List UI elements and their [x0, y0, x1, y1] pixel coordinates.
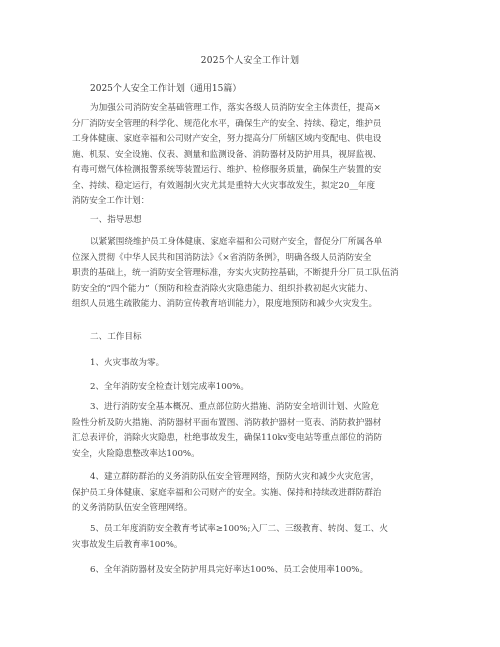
section-heading-guiding-ideology: 一、指导思想 — [90, 215, 142, 225]
goal3-line: 汇总表评价，消除火灾隐患，杜绝事故发生，确保110kv变电站等重点部位的消防 — [72, 433, 383, 443]
intro-line: 为加强公司消防安全基础管理工作，落实各级人员消防安全主体责任，提高× — [90, 103, 381, 113]
goal3-line: 3、进行消防安全基本概况、重点部位防火措施、消防安全培训计划、火险危 — [90, 402, 380, 412]
section1-line: 以紧紧围绕维护员工身体健康、家庭幸福和公司财产安全，督促分厂所属各单 — [90, 237, 383, 247]
goal5-line: 5、员工年度消防安全教育考试率≥100%;入厂二、三级教育、转岗、复工、火 — [90, 524, 388, 534]
goal-item-5 — [72, 522, 428, 553]
intro-paragraph — [72, 101, 428, 210]
goal-item-6: 6、全年消防器材及安全防护用具完好率达100%、员工会使用率100%。 — [90, 565, 369, 575]
goal4-line: 4、建立群防群治的义务消防队伍安全管理网络，预防火灾和减少火灾危害， — [90, 472, 380, 482]
goal3-line: 险性分析及防火措施、消防器材平面布置图、消防救护器材一览表、消防救护器材 — [72, 417, 382, 428]
goal-item-2: 2、全年消防安全检查计划完成率100%。 — [90, 382, 249, 392]
section1-line: 组织人员逃生疏散能力、消防宣传教育培训能力），限度地预防和减少火灾发生。 — [72, 299, 378, 309]
goal4-line: 的义务消防队伍安全管理网络。 — [72, 503, 193, 513]
section-heading-work-goals: 二、工作目标 — [90, 332, 142, 342]
guiding-ideology-paragraph — [72, 235, 428, 313]
intro-line: 全、持续、稳定运行，有效遏制火灾尤其是重特大火灾事故发生，拟定20__年度 — [72, 180, 376, 191]
goal-item-3 — [72, 400, 428, 462]
goal-item-1: 1、火灾事故为零。 — [90, 358, 165, 368]
intro-line: 消防安全工作计划： — [72, 196, 150, 206]
intro-line: 有毒可燃气体检测报警系统等装置运行、维护、检修服务质量，确保生产装置的安 — [72, 165, 382, 175]
intro-line: 施、机泵、安全设施、仪表、测量和监测设备、消防器材及防护用具，视屏监视、 — [72, 149, 382, 160]
intro-line: 分厂消防安全管理的科学化、规范化水平，确保生产的安全、持续、稳定，维护员 — [72, 118, 382, 129]
document-subtitle: 2025个人安全工作计划（通用15篇） — [90, 84, 242, 94]
goal5-line: 灾事故发生后教育率100%。 — [72, 539, 183, 550]
section1-line: 位深入贯彻《中华人民共和国消防法》《×省消防条例》，明确各级人员消防安全 — [72, 252, 372, 263]
goal3-line: 安全，火险隐患整改率达100%。 — [72, 448, 200, 459]
section1-line: 防安全的“四个能力”（预防和检查消除火灾隐患能力、组织扑救初起火灾能力、 — [72, 283, 373, 294]
goal4-line: 保护员工身体健康、家庭幸福和公司财产的安全。实施、保持和持续改进群防群治 — [72, 487, 382, 498]
document-title: 2025个人安全工作计划 — [200, 56, 300, 66]
goal-item-4 — [72, 470, 428, 517]
intro-line: 工身体健康、家庭幸福和公司财产安全，努力提高分厂所辖区域内变配电、供电设 — [72, 134, 382, 144]
section1-line: 职责的基础上，统一消防安全管理标准，夯实火灾防控基础，不断提升分厂员工队伍消 — [72, 268, 399, 278]
